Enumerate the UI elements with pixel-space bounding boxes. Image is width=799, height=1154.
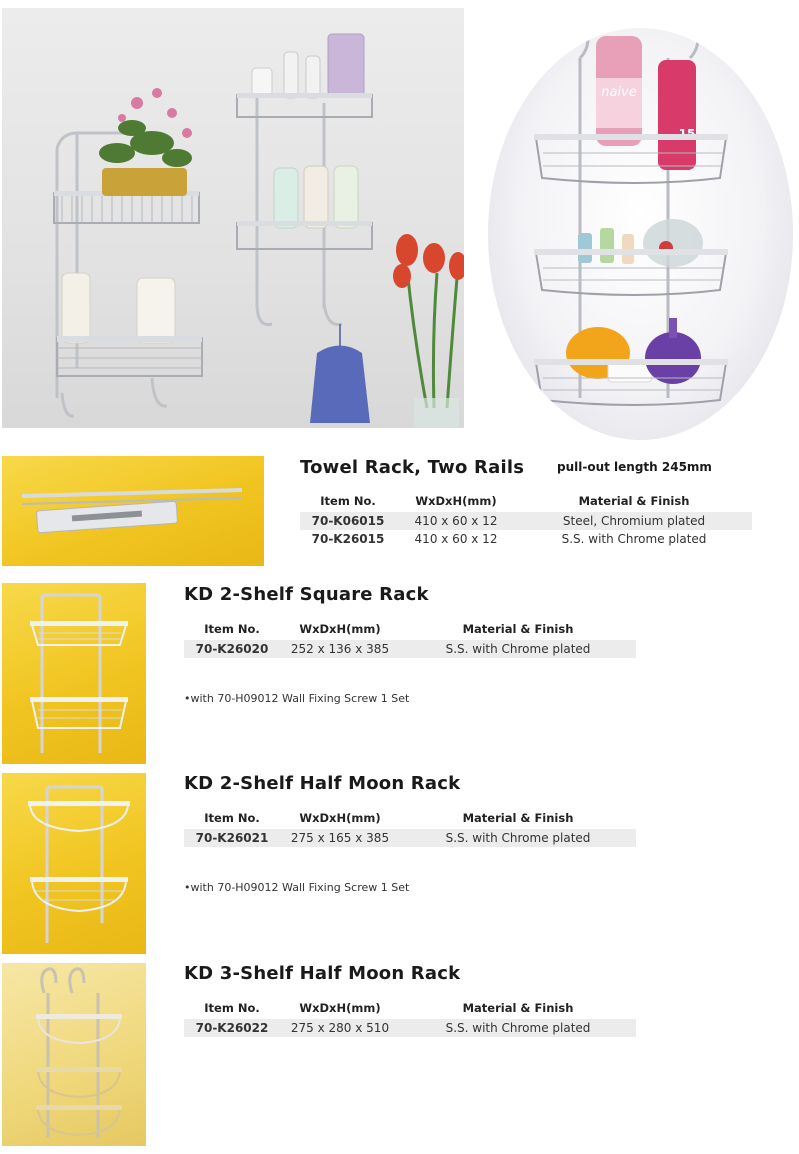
header-dimensions: WxDxH(mm)	[299, 811, 381, 825]
product-title-half-moon-3-shelf: KD 3-Shelf Half Moon Rack	[184, 963, 461, 984]
header-material: Material & Finish	[462, 622, 574, 636]
product-footnote-square-rack: •with 70-H09012 Wall Fixing Screw 1 Set	[184, 692, 410, 705]
header-item-no: Item No.	[204, 1001, 260, 1015]
item-code: 70-K26021	[184, 829, 280, 847]
header-dimensions: WxDxH(mm)	[299, 1001, 381, 1015]
spec-row	[184, 1019, 636, 1037]
item-code: 70-K06015	[300, 512, 396, 530]
header-item-no: Item No.	[320, 494, 376, 508]
item-dimensions: 410 x 60 x 12	[414, 532, 498, 546]
spec-row	[184, 829, 636, 847]
header-material: Material & Finish	[462, 1001, 574, 1015]
item-material: S.S. with Chrome plated	[561, 532, 707, 546]
spec-table-square-rack	[184, 622, 636, 658]
item-dimensions: 275 x 165 x 385	[280, 829, 400, 847]
spec-header-row	[184, 622, 636, 640]
spec-row	[300, 530, 752, 548]
item-code: 70-K26022	[184, 1019, 280, 1037]
header-item-no: Item No.	[204, 811, 260, 825]
item-code: 70-K26020	[184, 640, 280, 658]
spec-row	[184, 640, 636, 658]
towel-rack-photo	[2, 456, 264, 566]
item-dimensions: 275 x 280 x 510	[280, 1019, 400, 1037]
item-code: 70-K26015	[311, 532, 385, 546]
hero-photo-wall-racks	[2, 8, 464, 428]
item-material: S.S. with Chrome plated	[400, 640, 636, 658]
item-dimensions: 252 x 136 x 385	[280, 640, 400, 658]
spec-table-half-moon-2-shelf	[184, 811, 636, 847]
item-material: S.S. with Chrome plated	[400, 1019, 636, 1037]
spec-header-row	[184, 811, 636, 829]
half-moon-2-shelf-photo	[2, 773, 146, 954]
half-moon-3-shelf-photo	[2, 963, 146, 1146]
header-dimensions: WxDxH(mm)	[415, 494, 497, 508]
product-title-half-moon-2-shelf: KD 2-Shelf Half Moon Rack	[184, 773, 461, 794]
spec-header-row	[184, 1001, 636, 1019]
header-item-no: Item No.	[204, 622, 260, 636]
header-material: Material & Finish	[578, 494, 690, 508]
spec-row	[300, 512, 752, 530]
product-title-towel-rack: Towel Rack, Two Rails	[300, 457, 525, 478]
header-dimensions: WxDxH(mm)	[299, 622, 381, 636]
product-title-square-rack: KD 2-Shelf Square Rack	[184, 584, 429, 605]
product-footnote-half-moon-2-shelf: •with 70-H09012 Wall Fixing Screw 1 Set	[184, 881, 410, 894]
square-rack-photo	[2, 583, 146, 764]
bottle-brand-label: naive	[601, 85, 637, 100]
item-material: S.S. with Chrome plated	[400, 829, 636, 847]
hero-photo-3-shelf-rack	[488, 28, 793, 440]
header-material: Material & Finish	[462, 811, 574, 825]
spec-table-towel-rack	[300, 494, 752, 548]
item-dimensions: 410 x 60 x 12	[396, 512, 516, 530]
product-note-towel-rack: pull-out length 245mm	[557, 460, 712, 474]
spec-header-row	[300, 494, 752, 512]
spec-table-half-moon-3-shelf	[184, 1001, 636, 1037]
item-material: Steel, Chromium plated	[516, 512, 752, 530]
